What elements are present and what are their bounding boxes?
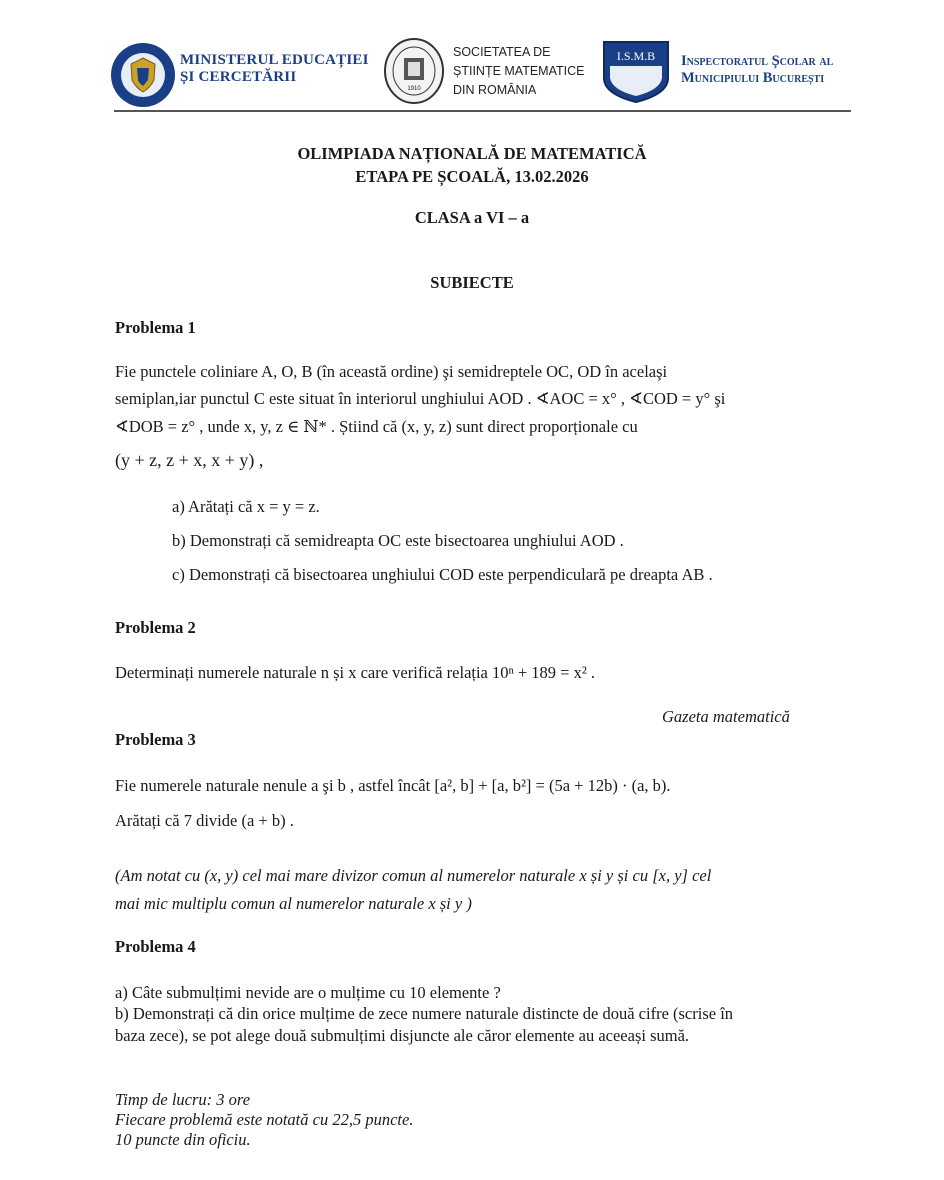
problem-1-part-b: b) Demonstrați că semidreapta OC este bisectoarea unghiului AOD . bbox=[172, 531, 624, 550]
title-line1: OLIMPIADA NAȚIONALĂ DE MATEMATICĂ bbox=[297, 144, 647, 163]
footer-points: Fiecare problemă este notată cu 22,5 puncte. bbox=[115, 1110, 414, 1129]
society-line2: ȘTIINȚE MATEMATICE bbox=[453, 64, 585, 78]
problem-1-part-c: c) Demonstrați că bisectoarea unghiului COD este perpendiculară pe dreapta AB . bbox=[172, 565, 713, 584]
header-divider bbox=[114, 110, 851, 112]
society-name bbox=[453, 43, 584, 100]
problem-1-line: semiplan,iar punctul C este situat în interiorul unghiului AOD . ∢AOC = x° , ∢COD = y° şi bbox=[115, 389, 726, 408]
subjects-title: SUBIECTE bbox=[430, 273, 514, 292]
problem-2-line: Determinați numerele naturale n și x care verifică relația 10ⁿ + 189 = x² . bbox=[115, 663, 596, 682]
title-line2: ETAPA PE ȘCOALĂ, 13.02.2026 bbox=[355, 167, 589, 186]
problem-4-line: b) Demonstrați că din orice mulțime de zece numere naturale distincte de două cifre (scrise în bbox=[115, 1004, 734, 1023]
problem-3-note-line: (Am notat cu (x, y) cel mai mare divizor comun al numerelor naturale x și y și cu [x, y] cel bbox=[115, 866, 712, 885]
svg-text:I.S.M.B: I.S.M.B bbox=[616, 49, 656, 63]
ministry-line1: MINISTERUL EDUCAȚIEI bbox=[180, 52, 369, 68]
ismb-shield-logo bbox=[600, 38, 672, 104]
problem-1-line: (y + z, z + x, x + y) , bbox=[115, 450, 264, 470]
society-line3: DIN ROMÂNIA bbox=[453, 83, 537, 97]
government-seal-logo bbox=[110, 42, 176, 108]
problem-1-part-a: a) Arătați că x = y = z. bbox=[172, 497, 320, 516]
problem-4-line: baza zece), se pot alege două submulțimi disjuncte ale căror elemente au aceeași sumă. bbox=[115, 1026, 690, 1045]
inspectorate-line1: Inspectoratul Școlar al bbox=[681, 53, 834, 69]
problem-1-line: Fie punctele coliniare A, O, B (în această ordine) şi semidreptele OC, OD în acelaşi bbox=[115, 362, 668, 381]
problem-1-line: ∢DOB = z° , unde x, y, z ∈ ℕ* . Știind că (x, y, z) sunt direct proporționale cu bbox=[115, 417, 638, 436]
ministry-name bbox=[180, 52, 369, 86]
ssmr-seal-logo bbox=[384, 38, 444, 104]
problem-3-note-line: mai mic multiplu comun al numerelor naturale x și y ) bbox=[115, 894, 472, 913]
class-title: CLASA a VI – a bbox=[414, 208, 530, 227]
problem-3-line: Arătați că 7 divide (a + b) . bbox=[115, 811, 294, 830]
exam-footer bbox=[115, 1090, 413, 1150]
ministry-line2: ȘI CERCETĂRII bbox=[180, 69, 297, 85]
society-line1: SOCIETATEA DE bbox=[453, 45, 551, 59]
footer-bonus: 10 puncte din oficiu. bbox=[115, 1130, 251, 1149]
inspectorate-line2: Municipiului București bbox=[681, 70, 825, 86]
problem-4-heading: Problema 4 bbox=[115, 937, 196, 956]
problem-2-heading: Problema 2 bbox=[115, 618, 196, 637]
problem-2-source: Gazeta matematică bbox=[662, 707, 790, 726]
document-header bbox=[0, 0, 944, 112]
inspectorate-name bbox=[681, 53, 833, 87]
footer-time: Timp de lucru: 3 ore bbox=[115, 1090, 251, 1109]
problem-4-line: a) Câte submulțimi nevide are o mulțime cu 10 elemente ? bbox=[115, 983, 501, 1002]
problem-3-heading: Problema 3 bbox=[115, 730, 196, 749]
svg-text:1910: 1910 bbox=[407, 86, 421, 92]
problem-1-heading: Problema 1 bbox=[115, 318, 196, 337]
problem-3-line: Fie numerele naturale nenule a şi b , astfel încât [a², b] + [a, b²] = (5a + 12b) · (a, b). bbox=[115, 776, 671, 795]
